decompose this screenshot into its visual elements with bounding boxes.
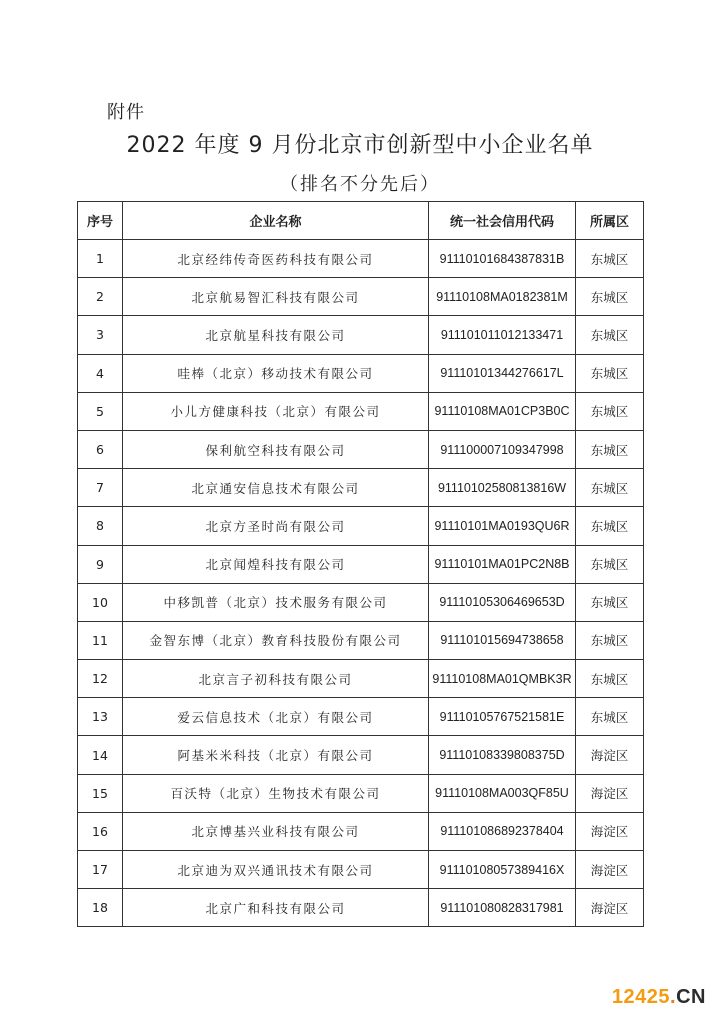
row-company-name: 金智东博（北京）教育科技股份有限公司 [123, 621, 429, 659]
row-credit-code: 911101011012133471 [429, 316, 576, 354]
row-index: 3 [78, 316, 123, 354]
site-watermark [612, 986, 706, 1009]
table-body [78, 240, 644, 927]
row-district: 海淀区 [576, 889, 644, 927]
table-row [78, 469, 644, 507]
table-row [78, 316, 644, 354]
row-district: 东城区 [576, 240, 644, 278]
row-company-name: 北京经纬传奇医药科技有限公司 [123, 240, 429, 278]
row-credit-code: 91110108057389416X [429, 851, 576, 889]
row-index: 16 [78, 812, 123, 850]
row-index: 8 [78, 507, 123, 545]
row-credit-code: 91110101684387831B [429, 240, 576, 278]
row-district: 海淀区 [576, 774, 644, 812]
table-row [78, 621, 644, 659]
table-row [78, 812, 644, 850]
row-company-name: 哇棒（北京）移动技术有限公司 [123, 354, 429, 392]
header-credit-code: 统一社会信用代码 [429, 202, 576, 240]
row-district: 东城区 [576, 583, 644, 621]
row-company-name: 北京闻煌科技有限公司 [123, 545, 429, 583]
row-company-name: 北京博基兴业科技有限公司 [123, 812, 429, 850]
row-credit-code: 91110105767521581E [429, 698, 576, 736]
document-subtitle: （排名不分先后） [280, 174, 440, 195]
table-row [78, 889, 644, 927]
row-district: 东城区 [576, 545, 644, 583]
table-row [78, 736, 644, 774]
table-row [78, 392, 644, 430]
row-index: 13 [78, 698, 123, 736]
row-company-name: 中移凯普（北京）技术服务有限公司 [123, 583, 429, 621]
row-district: 海淀区 [576, 812, 644, 850]
row-district: 东城区 [576, 507, 644, 545]
row-index: 15 [78, 774, 123, 812]
table-row [78, 507, 644, 545]
row-company-name: 北京通安信息技术有限公司 [123, 469, 429, 507]
watermark-dot: . [670, 986, 677, 1008]
row-company-name: 爱云信息技术（北京）有限公司 [123, 698, 429, 736]
table-row [78, 430, 644, 468]
row-district: 东城区 [576, 354, 644, 392]
row-company-name: 北京航易智汇科技有限公司 [123, 278, 429, 316]
row-credit-code: 91110108MA0182381M [429, 278, 576, 316]
row-credit-code: 91110108MA01CP3B0C [429, 392, 576, 430]
row-index: 17 [78, 851, 123, 889]
row-company-name: 保利航空科技有限公司 [123, 430, 429, 468]
row-index: 10 [78, 583, 123, 621]
table-row [78, 851, 644, 889]
row-index: 14 [78, 736, 123, 774]
row-index: 4 [78, 354, 123, 392]
row-company-name: 北京方圣时尚有限公司 [123, 507, 429, 545]
row-district: 东城区 [576, 316, 644, 354]
row-district: 东城区 [576, 278, 644, 316]
row-index: 12 [78, 660, 123, 698]
row-company-name: 阿基米米科技（北京）有限公司 [123, 736, 429, 774]
table-row [78, 774, 644, 812]
row-index: 11 [78, 621, 123, 659]
row-index: 18 [78, 889, 123, 927]
attachment-label: 附件 [107, 102, 145, 123]
watermark-number: 12425 [611, 986, 671, 1008]
row-company-name: 百沃特（北京）生物技术有限公司 [123, 774, 429, 812]
row-company-name: 小儿方健康科技（北京）有限公司 [123, 392, 429, 430]
table-row [78, 278, 644, 316]
row-credit-code: 91110105306469653D [429, 583, 576, 621]
row-credit-code: 911101015694738658 [429, 621, 576, 659]
row-district: 东城区 [576, 430, 644, 468]
enterprise-table [77, 201, 644, 927]
row-district: 东城区 [576, 469, 644, 507]
row-index: 7 [78, 469, 123, 507]
row-district: 海淀区 [576, 851, 644, 889]
table-row [78, 698, 644, 736]
row-index: 6 [78, 430, 123, 468]
row-district: 东城区 [576, 392, 644, 430]
table-row [78, 660, 644, 698]
row-credit-code: 91110108MA01QMBK3R [429, 660, 576, 698]
row-credit-code: 911100007109347998 [429, 430, 576, 468]
row-district: 海淀区 [576, 736, 644, 774]
row-credit-code: 911101080828317981 [429, 889, 576, 927]
row-district: 东城区 [576, 698, 644, 736]
watermark-tld: CN [676, 986, 706, 1008]
row-credit-code: 91110101MA0193QU6R [429, 507, 576, 545]
row-company-name: 北京言子初科技有限公司 [123, 660, 429, 698]
row-company-name: 北京广和科技有限公司 [123, 889, 429, 927]
row-credit-code: 911101086892378404 [429, 812, 576, 850]
row-credit-code: 91110101344276617L [429, 354, 576, 392]
row-credit-code: 91110101MA01PC2N8B [429, 545, 576, 583]
row-index: 2 [78, 278, 123, 316]
row-company-name: 北京航星科技有限公司 [123, 316, 429, 354]
row-index: 9 [78, 545, 123, 583]
table-row [78, 240, 644, 278]
table-row [78, 354, 644, 392]
row-index: 1 [78, 240, 123, 278]
header-company-name: 企业名称 [123, 202, 429, 240]
row-company-name: 北京迪为双兴通讯技术有限公司 [123, 851, 429, 889]
table-row [78, 545, 644, 583]
header-district: 所属区 [576, 202, 644, 240]
row-credit-code: 91110108MA003QF85U [429, 774, 576, 812]
row-credit-code: 91110108339808375D [429, 736, 576, 774]
table-header-row [78, 202, 644, 240]
row-district: 东城区 [576, 621, 644, 659]
row-district: 东城区 [576, 660, 644, 698]
row-credit-code: 91110102580813816W [429, 469, 576, 507]
header-index: 序号 [78, 202, 123, 240]
document-title: 2022 年度 9 月份北京市创新型中小企业名单 [126, 133, 594, 158]
table-row [78, 583, 644, 621]
row-index: 5 [78, 392, 123, 430]
